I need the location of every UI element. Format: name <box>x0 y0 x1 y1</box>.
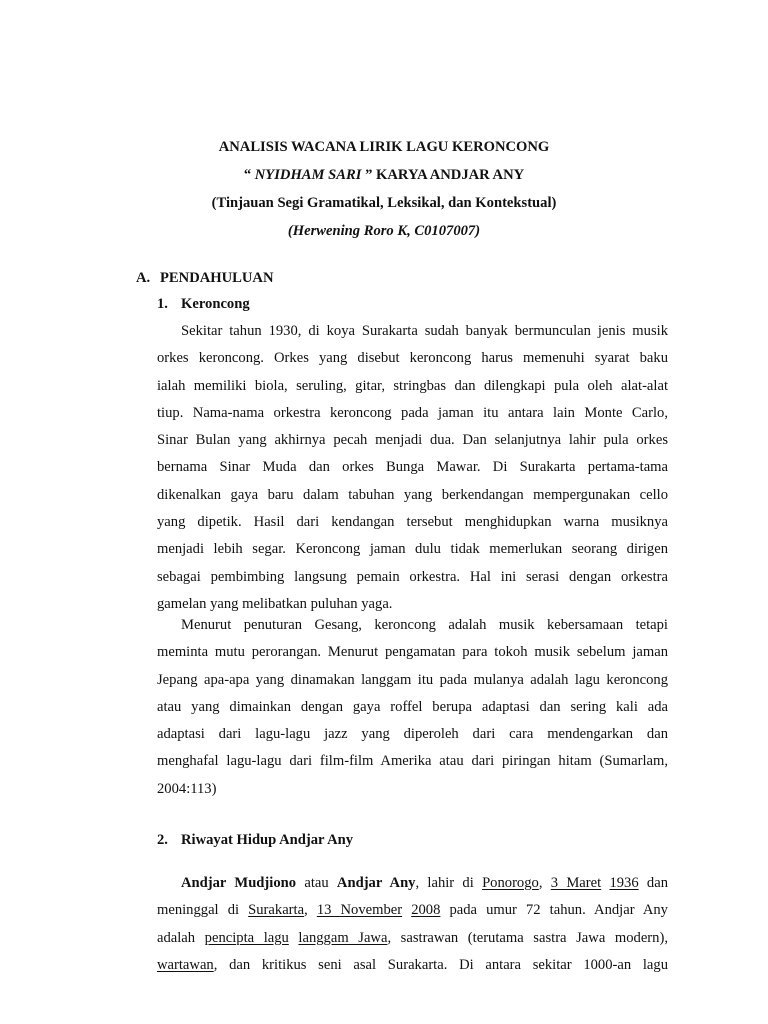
title-block <box>0 133 768 245</box>
text-line: yang dipetik. Hasil dari kendangan tersebut menghidupkan warna musiknya <box>157 514 668 531</box>
link-1936[interactable]: 1936 <box>609 875 639 891</box>
text-line: Sekitar tahun 1930, di koya Surakarta sudah banyak bermunculan jenis musik <box>181 323 668 339</box>
text-fragment: , <box>538 875 551 891</box>
title-line-2 <box>0 161 768 189</box>
title-line-4: (Herwening Roro K, C0107007) <box>287 223 481 239</box>
paragraph-biography <box>157 870 668 979</box>
text-fragment: meninggal di <box>157 902 249 919</box>
name-bold: Andjar Mudjiono <box>181 875 297 891</box>
text-line: dikenalkan gaya baru dalam tabuhan yang berkendangan mempergunakan cello <box>157 486 668 503</box>
text-line: atau yang dimainkan dengan gaya roffel berupa adaptasi dan sering kali ada <box>157 698 668 715</box>
text-line <box>157 870 668 897</box>
title-author: KARYA ANDJAR ANY <box>372 167 525 183</box>
text-fragment: , <box>304 902 317 919</box>
name-bold: Andjar Any <box>336 875 416 891</box>
song-title: NYIDHAM SARI <box>254 167 362 183</box>
text-line: sebagai pembimbing langsung pemain orkestra. Hal ini serasi dengan orkestra <box>157 568 668 585</box>
text-line: bernama Sinar Muda dan orkes Bunga Mawar. Di Surakarta pertama-tama <box>157 459 668 476</box>
section-label: PENDAHULUAN <box>160 270 274 286</box>
subsection-number: 2. <box>157 832 168 848</box>
text-fragment: , dan kritikus seni asal Surakarta. Di antara sekitar 1000-an lagu <box>213 956 668 973</box>
link-13-november[interactable]: 13 November <box>316 902 403 919</box>
link-2008[interactable]: 2008 <box>411 902 441 919</box>
text-fragment: , sastrawan (terutama sastra Jawa modern), <box>387 929 668 946</box>
text-line: gamelan yang melibatkan puluhan yaga. <box>157 595 393 612</box>
quote-open: “ <box>243 167 255 183</box>
subsection-heading-riwayat <box>157 830 353 850</box>
subsection-label: Riwayat Hidup Andjar Any <box>181 832 354 848</box>
text-line: tiup. Nama-nama orkestra keroncong pada jaman itu antara lain Monte Carlo, <box>157 404 668 421</box>
text-line <box>157 897 668 924</box>
text-fragment: atau <box>296 875 337 891</box>
paragraph-keroncong-history <box>157 318 668 618</box>
section-heading-pendahuluan <box>136 268 274 288</box>
text-fragment: pada umur 72 tahun. Andjar Any <box>440 902 668 919</box>
link-3-maret[interactable]: 3 Maret <box>550 875 602 891</box>
text-fragment <box>289 930 299 946</box>
text-line: Jepang apa-apa yang dinamakan langgam itu pada mulanya adalah lagu keroncong <box>157 671 668 688</box>
link-wartawan[interactable]: wartawan <box>157 956 214 973</box>
text-line <box>157 925 668 952</box>
subsection-number: 1. <box>157 296 168 312</box>
quote-close: ” <box>361 167 373 183</box>
link-langgam-jawa[interactable]: langgam Jawa <box>298 929 388 946</box>
text-line: orkes keroncong. Orkes yang disebut keroncong harus memenuhi syarat baku <box>157 350 668 367</box>
subsection-heading-keroncong <box>157 294 250 314</box>
text-line: menghafal lagu-lagu dari film-film Amerika atau dari piringan hitam (Sumarlam, <box>157 753 668 770</box>
text-line <box>157 952 668 979</box>
link-surakarta[interactable]: Surakarta <box>248 902 305 919</box>
text-fragment: dan <box>638 875 668 891</box>
text-fragment: adalah <box>157 929 205 946</box>
text-line: Sinar Bulan yang akhirnya pecah menjadi dua. Dan selanjutnya lahir pula orkes <box>157 432 668 449</box>
text-line: menjadi lebih segar. Keroncong jaman dulu tidak memerlukan seorang dirigen <box>157 541 668 558</box>
text-line: meminta mutu perorangan. Menurut pengamatan para tokoh musik sebelum jaman <box>157 644 668 661</box>
paragraph-gesang-quote <box>157 612 668 803</box>
text-line: Menurut penuturan Gesang, keroncong adalah musik kebersamaan tetapi <box>181 617 668 633</box>
text-fragment <box>402 902 411 918</box>
text-line: adaptasi dari lagu-lagu jazz yang diperoleh dari cara mendengarkan dan <box>157 726 668 743</box>
text-line: ialah memiliki biola, seruling, gitar, stringbas dan dilengkapi pula oleh alat-alat <box>157 377 668 394</box>
link-ponorogo[interactable]: Ponorogo <box>482 875 539 891</box>
text-line: 2004:113) <box>157 780 217 797</box>
section-number: A. <box>136 270 151 286</box>
link-pencipta-lagu[interactable]: pencipta lagu <box>204 929 289 946</box>
title-line-3: (Tinjauan Segi Gramatikal, Leksikal, dan Kontekstual) <box>211 195 557 211</box>
text-fragment: , lahir di <box>415 875 483 891</box>
title-line-1: ANALISIS WACANA LIRIK LAGU KERONCONG <box>218 139 550 155</box>
subsection-label: Keroncong <box>181 296 250 312</box>
